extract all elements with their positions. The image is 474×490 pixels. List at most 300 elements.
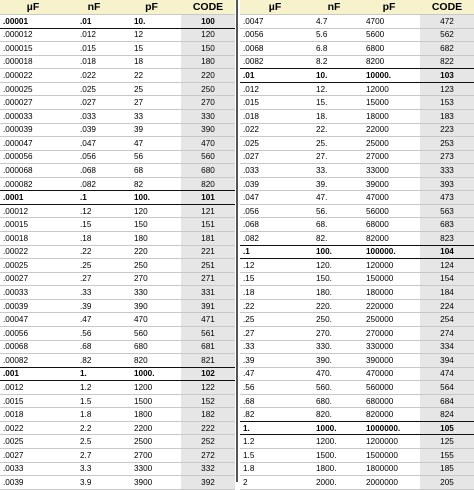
table-row bbox=[0, 218, 235, 232]
cell-code: 253 bbox=[420, 137, 474, 151]
cell-uf: .00018 bbox=[0, 232, 66, 246]
table-row bbox=[0, 462, 235, 476]
cell-nf: 25. bbox=[310, 137, 358, 151]
table-row bbox=[240, 164, 474, 178]
header-uf: µF bbox=[0, 0, 66, 15]
table-row bbox=[0, 245, 235, 259]
cell-code: 681 bbox=[181, 340, 235, 354]
table-row bbox=[240, 123, 474, 137]
cell-pf: 56000 bbox=[358, 204, 420, 218]
cell-nf: .025 bbox=[66, 82, 122, 96]
cell-pf: 120 bbox=[122, 204, 181, 218]
table-row bbox=[240, 367, 474, 381]
cell-uf: .0039 bbox=[0, 476, 66, 490]
cell-nf: .27 bbox=[66, 272, 122, 286]
cell-nf: 2.2 bbox=[66, 421, 122, 435]
cell-pf: 820000 bbox=[358, 408, 420, 422]
cell-uf: .000018 bbox=[0, 55, 66, 69]
table-row bbox=[240, 28, 474, 42]
cell-uf: .68 bbox=[240, 394, 310, 408]
header-code: CODE bbox=[420, 0, 474, 15]
cell-nf: 1500. bbox=[310, 449, 358, 463]
cell-uf: .00012 bbox=[0, 204, 66, 218]
cell-code: 470 bbox=[181, 137, 235, 151]
cell-nf: 330. bbox=[310, 340, 358, 354]
cell-pf: 180000 bbox=[358, 286, 420, 300]
cell-pf: 120000 bbox=[358, 259, 420, 273]
cell-pf: 12 bbox=[122, 28, 181, 42]
table-row bbox=[0, 55, 235, 69]
left-table-panel bbox=[0, 0, 235, 490]
cell-uf: .000039 bbox=[0, 123, 66, 137]
table-row bbox=[240, 272, 474, 286]
cell-uf: .027 bbox=[240, 150, 310, 164]
cell-uf: .0082 bbox=[240, 55, 310, 69]
cell-pf: 68000 bbox=[358, 218, 420, 232]
cell-nf: 12. bbox=[310, 82, 358, 96]
cell-code: 334 bbox=[420, 340, 474, 354]
cell-code: 394 bbox=[420, 354, 474, 368]
cell-nf: 10. bbox=[310, 69, 358, 83]
cell-pf: 5600 bbox=[358, 28, 420, 42]
cell-uf: .0025 bbox=[0, 435, 66, 449]
right-table-body bbox=[240, 15, 474, 490]
table-row bbox=[0, 367, 235, 381]
cell-nf: .1 bbox=[66, 191, 122, 205]
table-row bbox=[240, 462, 474, 476]
table-row bbox=[240, 340, 474, 354]
cell-uf: .012 bbox=[240, 82, 310, 96]
cell-uf: .00022 bbox=[0, 245, 66, 259]
header-uf: µF bbox=[240, 0, 310, 15]
cell-pf: 180 bbox=[122, 232, 181, 246]
cell-uf: .00068 bbox=[0, 340, 66, 354]
table-row bbox=[240, 191, 474, 205]
cell-nf: .012 bbox=[66, 28, 122, 42]
cell-code: 123 bbox=[420, 82, 474, 96]
cell-code: 153 bbox=[420, 96, 474, 110]
cell-code: 120 bbox=[181, 28, 235, 42]
cell-code: 182 bbox=[181, 408, 235, 422]
cell-pf: 8200 bbox=[358, 55, 420, 69]
cell-pf: 100000. bbox=[358, 245, 420, 259]
cell-nf: 270. bbox=[310, 326, 358, 340]
cell-code: 155 bbox=[420, 449, 474, 463]
cell-pf: 1500 bbox=[122, 394, 181, 408]
table-row bbox=[0, 421, 235, 435]
cell-code: 124 bbox=[420, 259, 474, 273]
cell-uf: .000033 bbox=[0, 109, 66, 123]
table-row bbox=[240, 245, 474, 259]
table-row bbox=[240, 15, 474, 29]
table-row bbox=[0, 340, 235, 354]
cell-pf: 470 bbox=[122, 313, 181, 327]
cell-uf: .12 bbox=[240, 259, 310, 273]
cell-uf: .0027 bbox=[0, 449, 66, 463]
cell-uf: .27 bbox=[240, 326, 310, 340]
cell-nf: 1.2 bbox=[66, 381, 122, 395]
table-row bbox=[0, 150, 235, 164]
table-row bbox=[240, 177, 474, 191]
cell-code: 252 bbox=[181, 435, 235, 449]
right-capacitor-table bbox=[240, 0, 474, 490]
cell-uf: .000012 bbox=[0, 28, 66, 42]
cell-nf: .018 bbox=[66, 55, 122, 69]
cell-nf: 120. bbox=[310, 259, 358, 273]
left-table-body bbox=[0, 15, 235, 490]
cell-uf: .00047 bbox=[0, 313, 66, 327]
cell-code: 251 bbox=[181, 259, 235, 273]
table-row bbox=[0, 123, 235, 137]
table-row bbox=[0, 449, 235, 463]
cell-uf: .0015 bbox=[0, 394, 66, 408]
cell-pf: 47000 bbox=[358, 191, 420, 205]
cell-uf: 1.2 bbox=[240, 435, 310, 449]
cell-pf: 100. bbox=[122, 191, 181, 205]
cell-pf: 1000. bbox=[122, 367, 181, 381]
cell-uf: .0012 bbox=[0, 381, 66, 395]
cell-nf: 2.7 bbox=[66, 449, 122, 463]
cell-nf: .033 bbox=[66, 109, 122, 123]
table-row bbox=[0, 164, 235, 178]
table-row bbox=[0, 28, 235, 42]
cell-uf: .0018 bbox=[0, 408, 66, 422]
cell-uf: .01 bbox=[240, 69, 310, 83]
cell-pf: 2000000 bbox=[358, 476, 420, 490]
table-row bbox=[0, 381, 235, 395]
cell-nf: 3.9 bbox=[66, 476, 122, 490]
cell-nf: .039 bbox=[66, 123, 122, 137]
cell-nf: 820. bbox=[310, 408, 358, 422]
cell-pf: 47 bbox=[122, 137, 181, 151]
cell-code: 150 bbox=[181, 42, 235, 56]
cell-nf: 56. bbox=[310, 204, 358, 218]
cell-nf: .12 bbox=[66, 204, 122, 218]
column-divider bbox=[236, 0, 238, 482]
cell-nf: 220. bbox=[310, 299, 358, 313]
cell-nf: 33. bbox=[310, 164, 358, 178]
cell-code: 390 bbox=[181, 123, 235, 137]
table-row bbox=[240, 109, 474, 123]
cell-pf: 12000 bbox=[358, 82, 420, 96]
cell-uf: .047 bbox=[240, 191, 310, 205]
cell-uf: .015 bbox=[240, 96, 310, 110]
cell-uf: .000082 bbox=[0, 177, 66, 191]
left-header-row bbox=[0, 0, 235, 15]
cell-nf: 100. bbox=[310, 245, 358, 259]
cell-code: 151 bbox=[181, 218, 235, 232]
cell-uf: .47 bbox=[240, 367, 310, 381]
table-row bbox=[0, 191, 235, 205]
cell-code: 222 bbox=[181, 421, 235, 435]
cell-pf: 270000 bbox=[358, 326, 420, 340]
header-nf: nF bbox=[66, 0, 122, 15]
cell-pf: 18000 bbox=[358, 109, 420, 123]
cell-uf: .0056 bbox=[240, 28, 310, 42]
table-row bbox=[0, 204, 235, 218]
cell-uf: .33 bbox=[240, 340, 310, 354]
table-row bbox=[240, 408, 474, 422]
table-row bbox=[0, 299, 235, 313]
cell-uf: .025 bbox=[240, 137, 310, 151]
table-row bbox=[240, 218, 474, 232]
cell-pf: 3900 bbox=[122, 476, 181, 490]
table-row bbox=[0, 69, 235, 83]
cell-pf: 270 bbox=[122, 272, 181, 286]
cell-code: 101 bbox=[181, 191, 235, 205]
cell-nf: 3.3 bbox=[66, 462, 122, 476]
table-row bbox=[0, 435, 235, 449]
cell-nf: 5.6 bbox=[310, 28, 358, 42]
header-pf: pF bbox=[122, 0, 181, 15]
cell-nf: .022 bbox=[66, 69, 122, 83]
cell-uf: .56 bbox=[240, 381, 310, 395]
cell-code: 821 bbox=[181, 354, 235, 368]
cell-code: 273 bbox=[420, 150, 474, 164]
right-header-row bbox=[240, 0, 474, 15]
table-row bbox=[240, 82, 474, 96]
cell-uf: 1.8 bbox=[240, 462, 310, 476]
cell-uf: 2 bbox=[240, 476, 310, 490]
cell-uf: .039 bbox=[240, 177, 310, 191]
cell-pf: 82 bbox=[122, 177, 181, 191]
cell-code: 332 bbox=[181, 462, 235, 476]
cell-code: 820 bbox=[181, 177, 235, 191]
cell-nf: 6.8 bbox=[310, 42, 358, 56]
cell-code: 181 bbox=[181, 232, 235, 246]
table-row bbox=[240, 381, 474, 395]
cell-code: 254 bbox=[420, 313, 474, 327]
table-row bbox=[240, 421, 474, 435]
table-row bbox=[0, 96, 235, 110]
cell-code: 472 bbox=[420, 15, 474, 29]
cell-nf: 1800. bbox=[310, 462, 358, 476]
table-row bbox=[240, 354, 474, 368]
cell-pf: 560 bbox=[122, 326, 181, 340]
cell-code: 122 bbox=[181, 381, 235, 395]
cell-code: 180 bbox=[181, 55, 235, 69]
table-row bbox=[0, 82, 235, 96]
cell-pf: 680000 bbox=[358, 394, 420, 408]
cell-pf: 330 bbox=[122, 286, 181, 300]
cell-pf: 4700 bbox=[358, 15, 420, 29]
cell-pf: 150 bbox=[122, 218, 181, 232]
cell-nf: 2.5 bbox=[66, 435, 122, 449]
cell-uf: .0001 bbox=[0, 191, 66, 205]
cell-code: 823 bbox=[420, 232, 474, 246]
cell-uf: 1.5 bbox=[240, 449, 310, 463]
cell-pf: 560000 bbox=[358, 381, 420, 395]
cell-code: 105 bbox=[420, 421, 474, 435]
cell-nf: 470. bbox=[310, 367, 358, 381]
cell-nf: .01 bbox=[66, 15, 122, 29]
cell-code: 125 bbox=[420, 435, 474, 449]
cell-pf: 1200 bbox=[122, 381, 181, 395]
cell-code: 154 bbox=[420, 272, 474, 286]
cell-pf: 22000 bbox=[358, 123, 420, 137]
left-capacitor-table bbox=[0, 0, 235, 490]
cell-code: 152 bbox=[181, 394, 235, 408]
cell-nf: .068 bbox=[66, 164, 122, 178]
cell-uf: .0022 bbox=[0, 421, 66, 435]
cell-uf: .000047 bbox=[0, 137, 66, 151]
table-row bbox=[240, 204, 474, 218]
cell-pf: 220 bbox=[122, 245, 181, 259]
cell-nf: .056 bbox=[66, 150, 122, 164]
table-row bbox=[0, 326, 235, 340]
cell-uf: 1. bbox=[240, 421, 310, 435]
cell-pf: 1000000. bbox=[358, 421, 420, 435]
cell-nf: 150. bbox=[310, 272, 358, 286]
table-row bbox=[240, 476, 474, 490]
cell-pf: 2200 bbox=[122, 421, 181, 435]
cell-pf: 330000 bbox=[358, 340, 420, 354]
cell-uf: .00027 bbox=[0, 272, 66, 286]
cell-nf: 1000. bbox=[310, 421, 358, 435]
cell-uf: .000027 bbox=[0, 96, 66, 110]
cell-pf: 390 bbox=[122, 299, 181, 313]
cell-pf: 1500000 bbox=[358, 449, 420, 463]
cell-nf: 39. bbox=[310, 177, 358, 191]
cell-uf: .00015 bbox=[0, 218, 66, 232]
cell-pf: 39000 bbox=[358, 177, 420, 191]
cell-pf: 68 bbox=[122, 164, 181, 178]
table-row bbox=[0, 177, 235, 191]
cell-uf: .18 bbox=[240, 286, 310, 300]
cell-uf: .000022 bbox=[0, 69, 66, 83]
table-row bbox=[240, 55, 474, 69]
cell-code: 272 bbox=[181, 449, 235, 463]
header-pf: pF bbox=[358, 0, 420, 15]
table-row bbox=[240, 286, 474, 300]
cell-code: 822 bbox=[420, 55, 474, 69]
cell-code: 471 bbox=[181, 313, 235, 327]
cell-uf: .000068 bbox=[0, 164, 66, 178]
cell-pf: 27000 bbox=[358, 150, 420, 164]
cell-code: 474 bbox=[420, 367, 474, 381]
cell-pf: 250000 bbox=[358, 313, 420, 327]
cell-pf: 220000 bbox=[358, 299, 420, 313]
cell-code: 333 bbox=[420, 164, 474, 178]
cell-nf: 15. bbox=[310, 96, 358, 110]
cell-code: 121 bbox=[181, 204, 235, 218]
cell-code: 391 bbox=[181, 299, 235, 313]
table-row bbox=[0, 394, 235, 408]
cell-code: 223 bbox=[420, 123, 474, 137]
cell-pf: 680 bbox=[122, 340, 181, 354]
cell-pf: 25 bbox=[122, 82, 181, 96]
cell-uf: .82 bbox=[240, 408, 310, 422]
cell-pf: 39 bbox=[122, 123, 181, 137]
cell-pf: 390000 bbox=[358, 354, 420, 368]
cell-uf: .00056 bbox=[0, 326, 66, 340]
table-row bbox=[240, 69, 474, 83]
header-nf: nF bbox=[310, 0, 358, 15]
cell-pf: 56 bbox=[122, 150, 181, 164]
cell-uf: .15 bbox=[240, 272, 310, 286]
cell-code: 103 bbox=[420, 69, 474, 83]
cell-code: 560 bbox=[181, 150, 235, 164]
cell-pf: 1200000 bbox=[358, 435, 420, 449]
cell-uf: .00025 bbox=[0, 259, 66, 273]
cell-uf: .00082 bbox=[0, 354, 66, 368]
cell-code: 564 bbox=[420, 381, 474, 395]
cell-nf: .027 bbox=[66, 96, 122, 110]
cell-uf: .25 bbox=[240, 313, 310, 327]
cell-nf: 27. bbox=[310, 150, 358, 164]
cell-uf: .0033 bbox=[0, 462, 66, 476]
cell-uf: .000025 bbox=[0, 82, 66, 96]
cell-pf: 250 bbox=[122, 259, 181, 273]
cell-code: 250 bbox=[181, 82, 235, 96]
cell-nf: .56 bbox=[66, 326, 122, 340]
cell-pf: 6800 bbox=[358, 42, 420, 56]
cell-uf: .00001 bbox=[0, 15, 66, 29]
cell-nf: .39 bbox=[66, 299, 122, 313]
cell-nf: .82 bbox=[66, 354, 122, 368]
header-code: CODE bbox=[181, 0, 235, 15]
right-table-panel bbox=[240, 0, 474, 490]
cell-nf: .33 bbox=[66, 286, 122, 300]
cell-uf: .001 bbox=[0, 367, 66, 381]
cell-nf: .25 bbox=[66, 259, 122, 273]
cell-pf: 27 bbox=[122, 96, 181, 110]
cell-nf: 390. bbox=[310, 354, 358, 368]
cell-pf: 10. bbox=[122, 15, 181, 29]
cell-nf: .15 bbox=[66, 218, 122, 232]
cell-uf: .056 bbox=[240, 204, 310, 218]
cell-code: 224 bbox=[420, 299, 474, 313]
cell-nf: 82. bbox=[310, 232, 358, 246]
cell-pf: 2500 bbox=[122, 435, 181, 449]
table-row bbox=[240, 313, 474, 327]
cell-code: 183 bbox=[420, 109, 474, 123]
cell-uf: .0068 bbox=[240, 42, 310, 56]
table-row bbox=[240, 96, 474, 110]
cell-uf: .00039 bbox=[0, 299, 66, 313]
cell-uf: .39 bbox=[240, 354, 310, 368]
cell-uf: .0047 bbox=[240, 15, 310, 29]
table-row bbox=[0, 259, 235, 273]
cell-pf: 150000 bbox=[358, 272, 420, 286]
cell-pf: 10000. bbox=[358, 69, 420, 83]
cell-nf: 18. bbox=[310, 109, 358, 123]
cell-code: 682 bbox=[420, 42, 474, 56]
cell-nf: 250. bbox=[310, 313, 358, 327]
cell-code: 683 bbox=[420, 218, 474, 232]
table-row bbox=[240, 435, 474, 449]
cell-nf: 680. bbox=[310, 394, 358, 408]
cell-code: 271 bbox=[181, 272, 235, 286]
table-row bbox=[0, 476, 235, 490]
table-row bbox=[0, 354, 235, 368]
cell-code: 221 bbox=[181, 245, 235, 259]
cell-uf: .022 bbox=[240, 123, 310, 137]
cell-pf: 15000 bbox=[358, 96, 420, 110]
table-row bbox=[240, 394, 474, 408]
cell-code: 331 bbox=[181, 286, 235, 300]
cell-nf: 1. bbox=[66, 367, 122, 381]
cell-code: 330 bbox=[181, 109, 235, 123]
cell-pf: 82000 bbox=[358, 232, 420, 246]
cell-code: 563 bbox=[420, 204, 474, 218]
table-row bbox=[0, 137, 235, 151]
cell-code: 102 bbox=[181, 367, 235, 381]
cell-nf: .22 bbox=[66, 245, 122, 259]
cell-nf: 8.2 bbox=[310, 55, 358, 69]
table-row bbox=[240, 326, 474, 340]
table-row bbox=[0, 232, 235, 246]
